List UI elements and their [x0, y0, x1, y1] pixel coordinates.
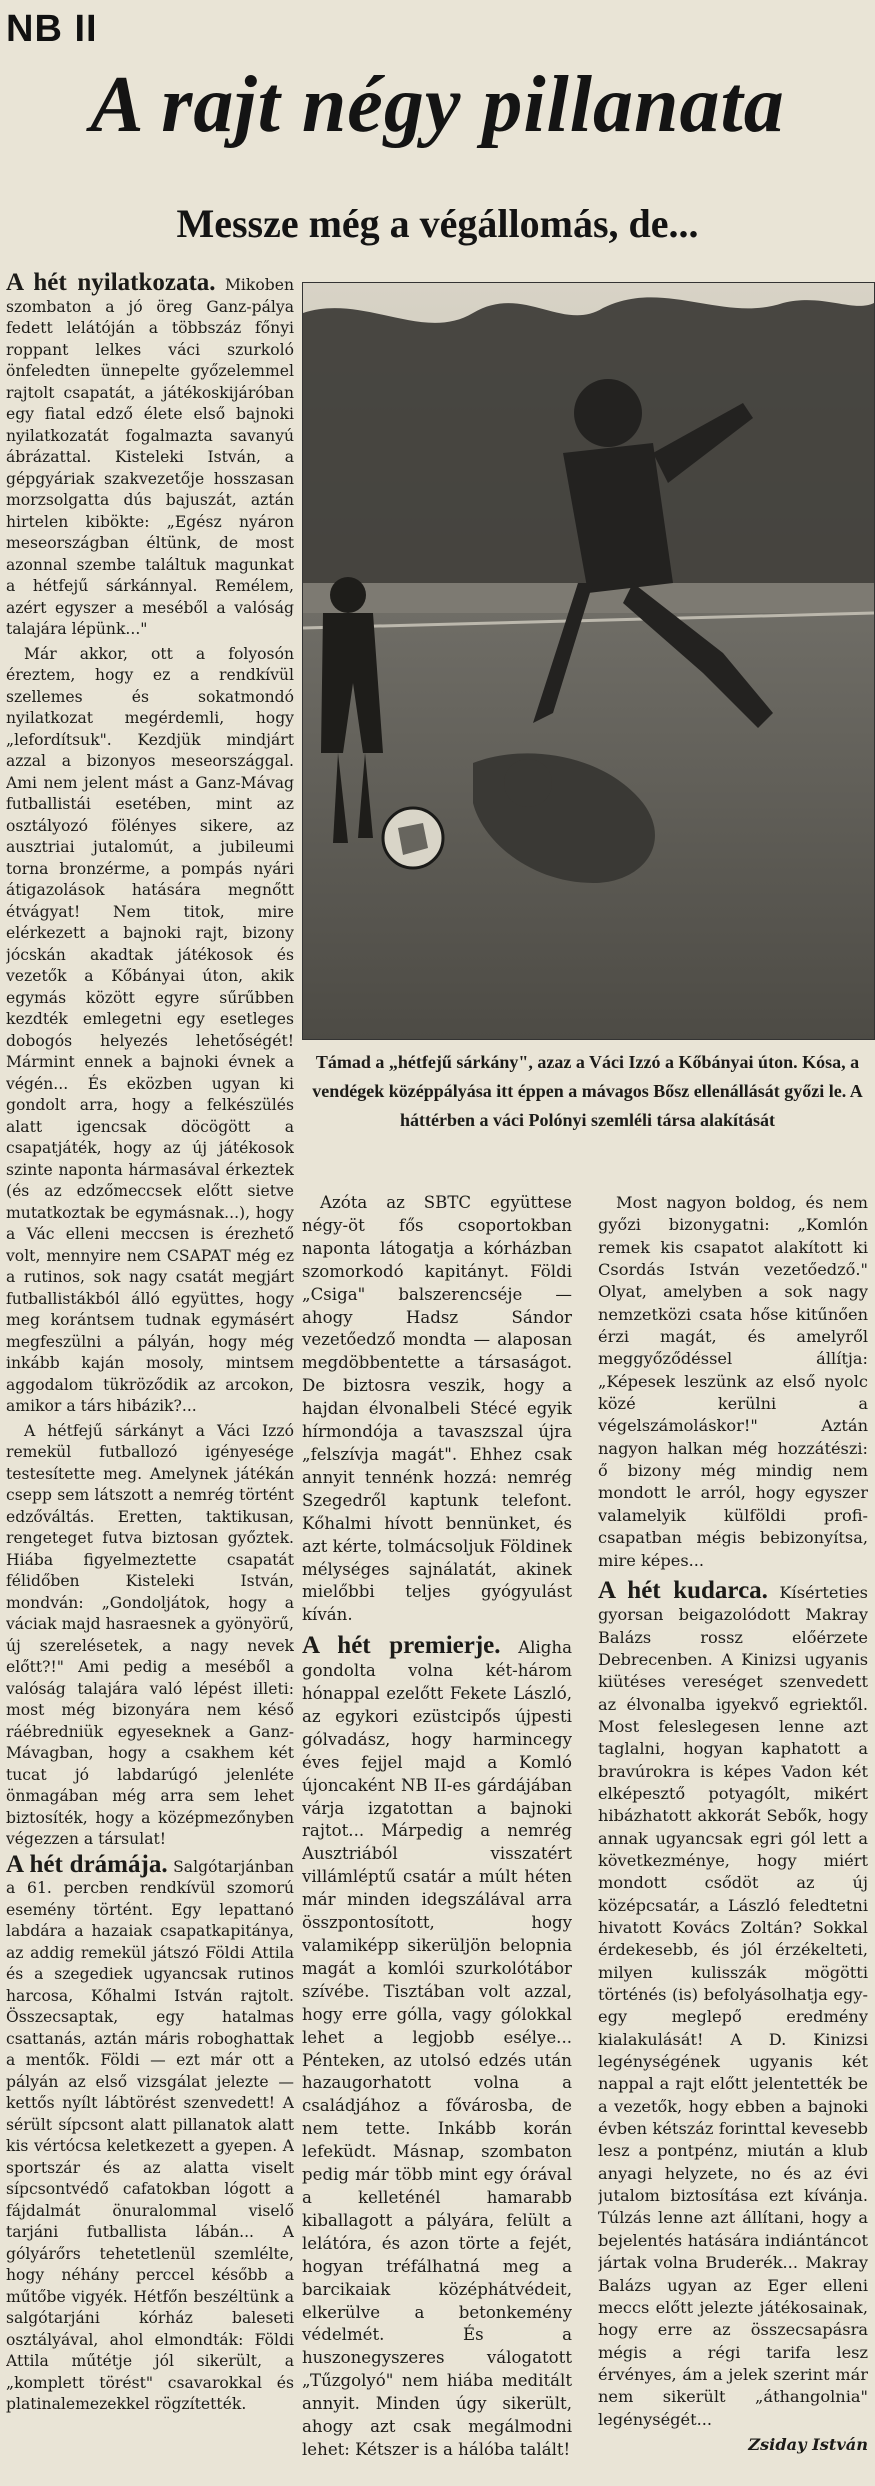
paragraph: A hétfejű sárkányt a Váci Izzó remekül futballozó igényesége testesítette meg. Amelynek játékán csepp sem látszott a nemrég történt edzőváltás. Eretten, taktikusan, rengeteget futva biztosan győztek. Hiába figyelmeztette csapatát félidőben Kisteleki István, mondván: „Gondoljátok, hogy a váciak majd hasraesnek a gyönyörű, új szerelésetek, a nagy nevek előtt?!" Ami pedig a meséből a valóság talajára való lépést illeti: most még bizonyára nem késő ráébredniük egyeseknek a Ganz-Mávagban, hogy a csakhem két tucat jó labdarúgó jelenléte önmagában még arra sem lehet biztosíték, hogy a középmezőnyben végezzen a társulat!: [6, 1421, 294, 1848]
paragraph: [6, 1850, 294, 2416]
author-signature: Zsiday István: [748, 2434, 868, 2454]
photo-caption: Támad a „hétfejű sárkány", azaz a Váci Izzó a Kőbányai úton. Kósa, a vendégek középpályása itt éppen a mávagos Bősz ellenállását győzi le. A háttérben a váci Polónyi szemléli társa alakítását: [312, 1052, 863, 1130]
paragraph: Azóta az SBTC együttese négy-öt fős csoportokban naponta látogatja a kórházban szomorkodó kapitányt. Földi „Csiga" balszerencséje — ahogy Hadsz Sándor vezetőedző mondta — alaposan megdöbbentette a társaságot. De biztosra veszik, hogy a hajdan élvonalbeli Stécé egyik hírmondója a tavaszszal újra „felszívja magát". Ehhez csak annyit tennénk hozzá: nemrég Szegedről kaptunk telefont. Kőhalmi hívott bennünket, és azt kérte, tolmácsoljuk Földinek mélységes sajnálatát, akinek mielőbbi teljes gyógyulást kíván.: [302, 1193, 572, 1625]
match-photo-illustration: [303, 283, 874, 1039]
paragraph-text: Mikoben szombaton a jó öreg Ganz-pálya fedett lelátóján a többszáz főnyi roppant lelkes váci szurkoló önfeledten ünnepelte győzelemmel rajtolt csapatát, a játékoskijáróban egy fiatal edző élete első bajnoki nyilatkozatát fogalmazta savanyú ábrázattal. Kisteleki István, a gépgyáriak szakvezetője hosszasan morzsolgatta dús bajuszát, aztán hirtelen kibökte: „Egész nyáron meseországban éltünk, de most azonnal szembe találtuk magunkat a hétfejű sárkánnyal. Remélem, azért egyszer a meséből a valóság talajára lépünk...": [6, 276, 294, 638]
section-rubric: NB II: [6, 8, 98, 50]
paragraph-text: Salgótarjánban a 61. percben rendkívül szomorú esemény történt. Egy lepattanó labdára a hazaiak csapatkapitánya, az addig remekül játszó Földi Attila és a szegediek ugyancsak rutinos harcosa, Kőhalmi István rajtolt. Összecsaptak, egy hatalmas csattanás, aztán máris roboghattak a mentők. Földi — ezt már ott a pályán az első vizsgálat jelezte — kettős nyílt lábtörést szenvedett! A sérült sípcsont alatt pillanatok alatt kis vértócsa keletkezett a gyepen. A sportszár és az alatta viselt sípcsontvédő cafatokban lógott a fájdalmát önuralommal viselő tarjáni futballista lábán... A gólyárőrs tehetetlenül szemlélte, hogy néhány perccel később a műtőbe vigyék. Hétfőn beszéltünk a salgótarjáni kórház baleseti osztályával, ahol elmondták: Földi Attila műtétje jól sikerült, a „komplett törést" csavarokkal és platinalemezekkel rögzítették.: [6, 1857, 294, 2413]
article-column-1: [6, 272, 294, 2482]
section-heading-failure: A hét kudarca.: [598, 1576, 768, 1604]
paragraph: Most nagyon boldog, és nem győzi bizonygatni: „Komlón remek kis csapatot alakított ki Csordás István vezetőedző." Olyat, amelyben a sok nagy nemzetközi csata hőse kitűnően érzi magát, és amelyről meggyőződéssel állítja: „Képesek leszünk az első nyolc közé kerülni a végelszámoláskor!" Aztán nagyon halkan még hozzátészi: ő bizony még mindig nem mondott le arról, hogy egyszer valamelyik külföldi profi-csapatban mégis bebizonyítsa, mire képes...: [598, 1193, 868, 1570]
match-photo: [302, 282, 875, 1040]
subheadline: Messze még a végállomás, de...: [176, 201, 699, 246]
paragraph: Már akkor, ott a folyosón éreztem, hogy ez a rendkívül szellemes és sokatmondó nyilatkozat megérdemli, hogy „lefordítsuk". Kezdjük mindjárt azzal a bizonyos meseországgal. Ami nem jelent mást a Ganz-Mávag futballistái esetében, mint az osztályozó fölényes sikere, az ausztriai jutalomút, a jubileumi torna bronzérme, a pompás nyári átigazolások hatására megnőtt étvágyat! Nem titok, mire elérkezett a bajnoki rajt, bizony jócskán akadtak játékosok és vezetők a Kőbányai úton, akik egymás között egyre sűrűbben kezdték emlegetni egy esetleges dobogós helyezés lehetőségét! Mármint ennek a bajnoki évnek a végén... És eközben ugyan ki gondolt arra, hogy a felkészülés alatt igencsak döcögött a csapatjáték, hogy az új játékosok szinte naponta hármasával érkeztek (és az edzőmeccsek előtt sietve mutatkoztak be egymásnak...), hogy a Vác elleni meccsen is érezhető volt, mennyire nem CSAPAT még ez a rutinos, sok nagy csatát megjárt futballistákból álló együttes, hogy meg korántsem tudnak egymásért megfeszülni a pályán, hogy még inkább kaján mosoly, mintsem aggodalom tükröződik az arcokon, amikor a társ hibázik?...: [6, 644, 294, 1415]
section-heading-drama: A hét drámája.: [6, 1850, 168, 1878]
headline: A rajt négy pillanata: [90, 61, 785, 149]
paragraph: [6, 272, 294, 641]
article-column-2: [302, 1192, 572, 2482]
paragraph: [302, 1632, 572, 2462]
paragraph-text: Aligha gondolta volna két-három hónappal ezelőtt Fekete László, az egykori ezüstcipős újpesti gólvadász, hogy harmincegy éves fejjel majd a Komló újoncaként NB II-es gárdájában várja izgatottan a bajnoki rajtot... Márpedig a nemrég Ausztriából visszatért villámléptű csatár a múlt héten már minden idegszálával arra összpontosított, hogy valamiképp sikerüljön belopnia magát a komlói szurkolótábor szívébe. Tisztában volt azzal, hogy erre gólla, vagy gólokkal lehet a legjobb esélye... Pénteken, az utolsó edzés után hazaugorhatott volna a családjához a fővárosba, de nem tette. Inkább korán lefeküdt. Másnap, szombaton pedig már több mint egy órával a kelleténél hamarabb kiballagott a pályára, felült a lelátóra, és azon törte a fejét, hogyan tréfálhatná meg a barcikaiak középhátvédeit, elkerülve a betonkemény védelmét. És a huszonegyszeres válogatott „Tűzgolyó" nem hiába meditált annyit. Minden úgy sikerült, ahogy azt csak megálmodni lehet: Kétszer is a hálóba talált!: [302, 1638, 572, 2459]
article-column-3: [598, 1192, 868, 2482]
section-heading-statement: A hét nyilatkozata.: [6, 272, 216, 296]
section-heading-premiere: A hét premierje.: [302, 1632, 501, 1660]
paragraph-text: Kísérteties gyorsan beigazolódott Makray Balázs rossz előérzete Debrecenben. A Kinizsi ugyanis kiütéses vereséget szenvedett az élvonalba igyekvő egriektől. Most feleslegesen lenne azt taglalni, hogyan kaphatott a bravúrokra is képes Vadon két elképesztő potyagólt, mikért hibázhatott akkorát Sebők, hogy annak ugyancsak egri gól lett a következménye, hogy miért mondott csődöt az új középcsatár, a László feledtetni hivatott Kovács Zoltán? Sokkal érdekesebb, és jól érzékelteti, milyen kulisszák mögötti történés (is) befolyásolhatja egy-egy meglepő eredmény kialakulását! A D. Kinizsi legénységének ugyanis két nappal a rajt előtt jelentették be a vezetők, hogy ebben a bajnoki évben kétszáz forinttal kevesebb lesz a pontpénz, miután a klub anyagi helyzete, no és az évi jutalom biztosítása ezt kívánja. Túlzás lenne azt állítani, hogy a bejelentés hatására indiántáncot jártak volna Bruderék... Makray Balázs ugyan az Eger elleni meccs előtt jelezte játékosainak, hogy erre az összecsapásra mégis a régi tarifa lesz érvényes, ám a jelek szerint már nem sikerült „áthangolnia" legénységét...: [598, 1582, 868, 2429]
paragraph: [598, 1576, 868, 2431]
